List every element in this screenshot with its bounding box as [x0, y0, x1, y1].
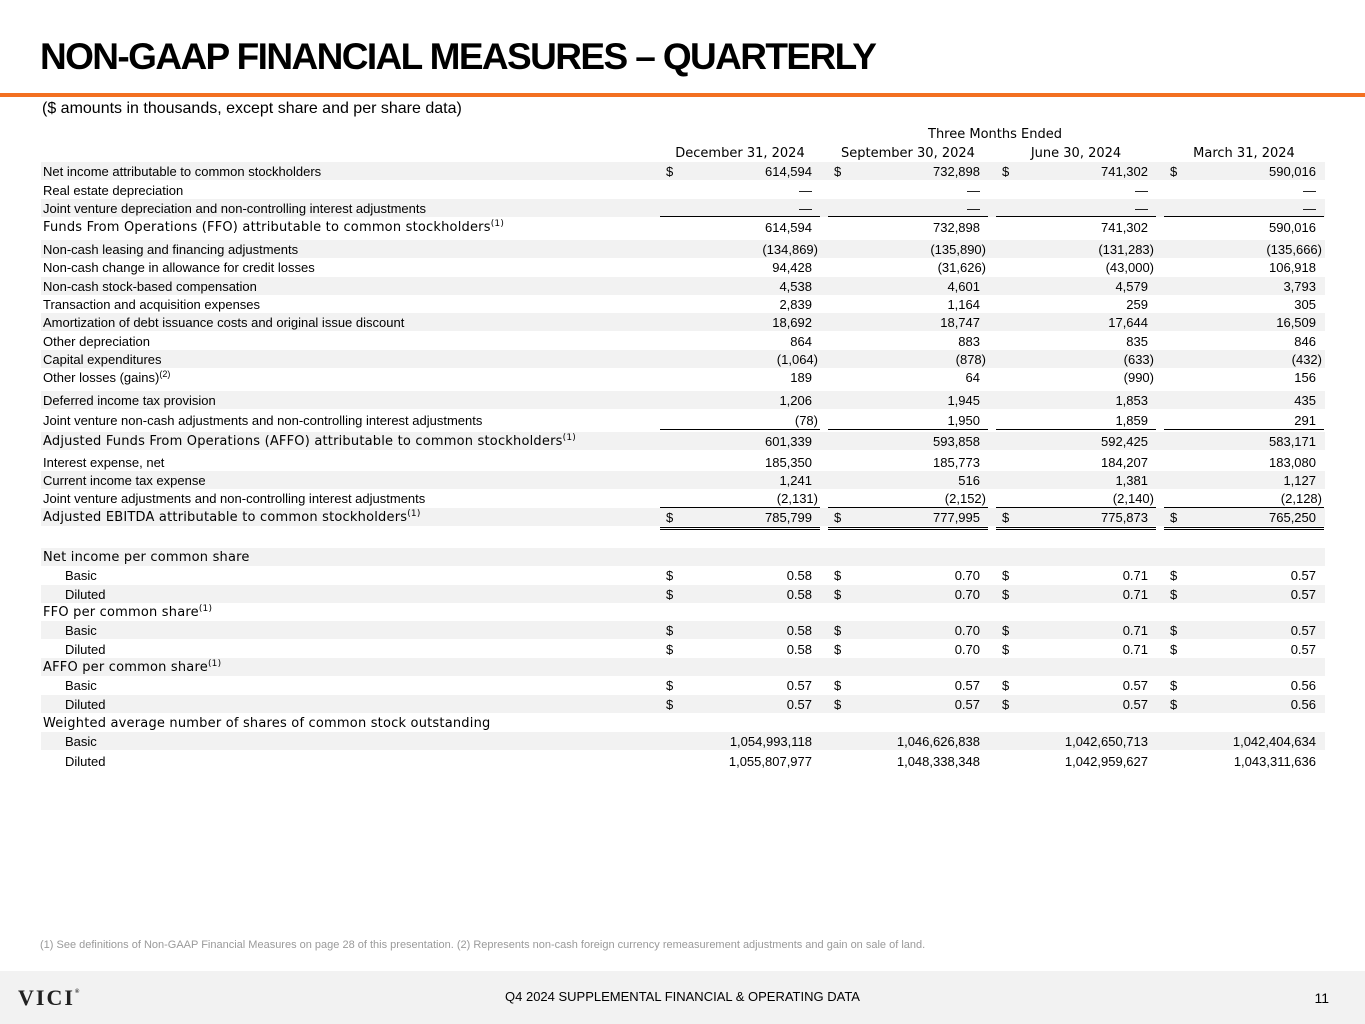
row-label: Joint venture adjustments and non-controlling interest adjustments [43, 491, 426, 506]
table-row [41, 277, 1325, 295]
cell-value: 614,594 [765, 164, 812, 179]
total-rule [828, 529, 988, 530]
cell-value: (2,140) [1112, 491, 1154, 506]
row-label: Adjusted Funds From Operations (AFFO) attributable to common stockholders$^{(1)}$ [43, 433, 576, 449]
row-label: Capital expenditures [43, 352, 162, 367]
dollar-sign: $ [1170, 510, 1178, 525]
cell-value: 732,898 [933, 220, 980, 235]
total-rule [828, 507, 988, 508]
row-label: Basic [65, 568, 97, 583]
dollar-sign: $ [834, 164, 842, 179]
row-label: Diluted [65, 642, 106, 657]
row-label: Basic [65, 734, 97, 749]
cell-value: 1,853 [1115, 393, 1148, 408]
cell-value: 1,042,404,634 [1232, 734, 1316, 749]
table-row [41, 695, 1325, 713]
footer-title: Q4 2024 SUPPLEMENTAL FINANCIAL & OPERATING DATA [505, 989, 860, 1004]
cell-value: 0.58 [786, 587, 812, 602]
total-rule [1164, 507, 1324, 508]
row-label: Weighted average number of shares of common stock outstanding [43, 716, 491, 731]
dollar-sign: $ [834, 697, 842, 712]
cell-value: 291 [1294, 413, 1316, 428]
row-label: Net income attributable to common stockholders [43, 164, 322, 179]
row-label: Basic [65, 678, 97, 693]
cell-value: (135,666) [1266, 242, 1322, 257]
cell-value: 94,428 [772, 260, 812, 275]
cell-value: 18,747 [940, 315, 980, 330]
row-label: Non-cash leasing and financing adjustments [43, 242, 299, 257]
title-rule [0, 93, 1365, 97]
cell-value: — [1303, 183, 1316, 198]
dollar-sign: $ [666, 587, 674, 602]
table-row [41, 240, 1325, 258]
cell-value: 1,055,807,977 [728, 754, 812, 769]
cell-value: 1,054,993,118 [729, 734, 812, 749]
cell-value: 4,601 [947, 279, 980, 294]
page-title: NON-GAAP FINANCIAL MEASURES – QUARTERLY [40, 36, 876, 77]
dollar-sign: $ [1002, 697, 1010, 712]
cell-value: 183,080 [1269, 455, 1316, 470]
row-label: Other depreciation [43, 334, 150, 349]
cell-value: 0.70 [954, 587, 980, 602]
cell-value: (31,626) [937, 260, 986, 275]
cell-value: 0.71 [1122, 587, 1148, 602]
table-row [41, 162, 1325, 180]
row-label: Non-cash change in allowance for credit losses [43, 260, 315, 275]
table-row [41, 658, 1325, 676]
cell-value: (43,000) [1105, 260, 1154, 275]
cell-value: — [967, 201, 980, 216]
row-label: Current income tax expense [43, 473, 206, 488]
dollar-sign: $ [666, 642, 674, 657]
table-row [41, 411, 1325, 429]
cell-value: 4,538 [779, 279, 812, 294]
table-row [41, 295, 1325, 313]
cell-value: — [799, 183, 812, 198]
cell-value: 1,950 [947, 413, 980, 428]
cell-value: 835 [1126, 334, 1148, 349]
cell-value: 189 [790, 370, 812, 385]
cell-value: 1,042,959,627 [1064, 754, 1148, 769]
table-row [41, 391, 1325, 409]
cell-value: 0.57 [1290, 568, 1316, 583]
cell-value: 16,509 [1276, 315, 1316, 330]
table-row [41, 566, 1325, 584]
table-row [41, 332, 1325, 350]
cell-value: — [1135, 201, 1148, 216]
table-row [41, 181, 1325, 199]
dollar-sign: $ [666, 697, 674, 712]
total-rule [660, 527, 820, 528]
cell-value: 185,773 [933, 455, 980, 470]
row-label: Basic [65, 623, 97, 638]
cell-value: (432) [1291, 352, 1322, 367]
dollar-sign: $ [834, 510, 842, 525]
cell-value: (131,283) [1098, 242, 1154, 257]
cell-value: 106,918 [1269, 260, 1316, 275]
footnote-ref: (1) [490, 219, 505, 229]
cell-value: 0.70 [954, 642, 980, 657]
table-subtitle: ($ amounts in thousands, except share and per share data) [42, 100, 462, 117]
cell-value: 17,644 [1108, 315, 1148, 330]
cell-value: 0.57 [1290, 642, 1316, 657]
row-label: Funds From Operations (FFO) attributable to common stockholders$^{(1)}$ [43, 219, 505, 235]
dollar-sign: $ [666, 164, 674, 179]
row-label: Transaction and acquisition expenses [43, 297, 261, 312]
row-label: Joint venture depreciation and non-controlling interest adjustments [43, 201, 427, 216]
total-rule [828, 429, 988, 430]
cell-value: 741,302 [1101, 220, 1148, 235]
table-row [41, 199, 1325, 217]
cell-value: (2,128) [1280, 491, 1322, 506]
cell-value: 0.58 [786, 623, 812, 638]
table-row [41, 603, 1325, 621]
row-label: Diluted [65, 697, 106, 712]
cell-value: 1,945 [947, 393, 980, 408]
table-row [41, 732, 1325, 750]
cell-value: 0.57 [786, 697, 812, 712]
cell-value: 305 [1294, 297, 1316, 312]
cell-value: 0.57 [1290, 623, 1316, 638]
table-row [41, 621, 1325, 639]
cell-value: 185,350 [765, 455, 812, 470]
footnote-ref: (1) [407, 509, 421, 519]
cell-value: (2,152) [944, 491, 986, 506]
column-header-2: September 30, 2024 [828, 146, 988, 163]
cell-value: 0.56 [1290, 697, 1316, 712]
cell-value: 775,873 [1101, 510, 1148, 525]
column-header-3: June 30, 2024 [996, 146, 1156, 163]
dollar-sign: $ [666, 678, 674, 693]
cell-value: 1,859 [1115, 413, 1148, 428]
table-row [41, 313, 1325, 331]
cell-value: 18,692 [772, 315, 812, 330]
dollar-sign: $ [666, 623, 674, 638]
total-rule [996, 527, 1156, 528]
total-rule [660, 507, 820, 508]
table-row [41, 530, 1325, 548]
cell-value: 1,164 [947, 297, 980, 312]
dollar-sign: $ [1170, 642, 1178, 657]
cell-value: 765,250 [1269, 510, 1316, 525]
cell-value: (135,890) [930, 242, 986, 257]
cell-value: 864 [790, 334, 812, 349]
cell-value: 0.56 [1290, 678, 1316, 693]
dollar-sign: $ [1170, 623, 1178, 638]
period-header: Three Months Ended [928, 127, 1062, 142]
dollar-sign: $ [1170, 678, 1178, 693]
row-label: FFO per common share$^{(1)}$ [43, 604, 213, 620]
table-row [41, 218, 1325, 236]
table-row [41, 640, 1325, 658]
dollar-sign: $ [834, 568, 842, 583]
cell-value: 3,793 [1283, 279, 1316, 294]
cell-value: 785,799 [765, 510, 812, 525]
cell-value: 1,241 [779, 473, 812, 488]
total-rule [660, 529, 820, 530]
total-rule [1164, 429, 1324, 430]
dollar-sign: $ [834, 623, 842, 638]
cell-value: 0.57 [1290, 587, 1316, 602]
row-label: Deferred income tax provision [43, 393, 216, 408]
cell-value: 0.58 [786, 642, 812, 657]
cell-value: — [1135, 183, 1148, 198]
column-header-1: December 31, 2024 [660, 146, 820, 163]
dollar-sign: $ [1002, 678, 1010, 693]
table-row [41, 676, 1325, 694]
column-header-4: March 31, 2024 [1164, 146, 1324, 163]
cell-value: 2,839 [779, 297, 812, 312]
cell-value: — [967, 183, 980, 198]
dollar-sign: $ [1002, 642, 1010, 657]
total-rule [1164, 216, 1324, 217]
cell-value: 732,898 [933, 164, 980, 179]
row-label: AFFO per common share$^{(1)}$ [43, 659, 222, 675]
cell-value: 590,016 [1269, 164, 1316, 179]
table-row [41, 508, 1325, 526]
table-row [41, 368, 1325, 386]
total-rule [996, 529, 1156, 530]
table-row [41, 585, 1325, 603]
table-row [41, 471, 1325, 489]
cell-value: 583,171 [1269, 434, 1316, 449]
dollar-sign: $ [1002, 164, 1010, 179]
row-label: Real estate depreciation [43, 183, 184, 198]
row-label: Diluted [65, 754, 106, 769]
cell-value: 0.58 [786, 568, 812, 583]
cell-value: 0.57 [1122, 678, 1148, 693]
cell-value: 0.70 [954, 568, 980, 583]
total-rule [1164, 527, 1324, 528]
cell-value: 184,207 [1101, 455, 1148, 470]
row-label: Adjusted EBITDA attributable to common stockholders$^{(1)}$ [43, 509, 421, 525]
table-row [41, 752, 1325, 770]
dollar-sign: $ [834, 678, 842, 693]
cell-value: 1,048,338,348 [896, 754, 980, 769]
table-row [41, 548, 1325, 566]
dollar-sign: $ [1170, 164, 1178, 179]
dollar-sign: $ [1002, 587, 1010, 602]
cell-value: 1,042,650,713 [1064, 734, 1148, 749]
dollar-sign: $ [1002, 623, 1010, 638]
total-rule [828, 527, 988, 528]
cell-value: 590,016 [1269, 220, 1316, 235]
cell-value: — [799, 201, 812, 216]
cell-value: 259 [1126, 297, 1148, 312]
cell-value: (1,064) [776, 352, 818, 367]
cell-value: 0.57 [786, 678, 812, 693]
cell-value: (2,131) [776, 491, 818, 506]
cell-value: 0.57 [954, 697, 980, 712]
cell-value: (134,869) [762, 242, 818, 257]
footnote-ref: (1) [207, 659, 222, 669]
cell-value: 0.57 [1122, 697, 1148, 712]
footnote-ref: (1) [562, 433, 576, 443]
cell-value: 0.71 [1122, 623, 1148, 638]
footnote: (1) See definitions of Non-GAAP Financial Measures on page 28 of this presentation. (2) Represents non-cash foreign currency remeasurement adjustments and gain on sale of land. [40, 939, 926, 951]
total-rule [996, 216, 1156, 217]
total-rule [660, 429, 820, 430]
dollar-sign: $ [1170, 587, 1178, 602]
row-label: Interest expense, net [43, 455, 165, 470]
dollar-sign: $ [834, 642, 842, 657]
total-rule [996, 507, 1156, 508]
row-label: Joint venture non-cash adjustments and non-controlling interest adjustments [43, 413, 483, 428]
row-label: Amortization of debt issuance costs and original issue discount [43, 315, 405, 330]
dollar-sign: $ [666, 568, 674, 583]
dollar-sign: $ [1170, 697, 1178, 712]
cell-value: 156 [1294, 370, 1316, 385]
cell-value: 1,127 [1283, 473, 1316, 488]
cell-value: 0.57 [954, 678, 980, 693]
table-row [41, 350, 1325, 368]
cell-value: 592,425 [1101, 434, 1148, 449]
row-label: Other losses (gains)$^{(2)}$ [43, 369, 171, 385]
row-label: Non-cash stock-based compensation [43, 279, 257, 294]
cell-value: (78) [794, 413, 818, 428]
cell-value: 435 [1294, 393, 1316, 408]
cell-value: 64 [965, 370, 980, 385]
table-row [41, 453, 1325, 471]
dollar-sign: $ [1170, 568, 1178, 583]
footnote-ref: (2) [159, 369, 171, 379]
table-row [41, 714, 1325, 732]
cell-value: 614,594 [765, 220, 812, 235]
total-rule [1164, 529, 1324, 530]
page-number: 11 [1314, 990, 1329, 1006]
cell-value: 1,043,311,636 [1233, 754, 1316, 769]
cell-value: 4,579 [1115, 279, 1148, 294]
cell-value: — [1303, 201, 1316, 216]
dollar-sign: $ [1002, 568, 1010, 583]
cell-value: 741,302 [1101, 164, 1148, 179]
total-rule [660, 216, 820, 217]
cell-value: 777,995 [933, 510, 980, 525]
dollar-sign: $ [834, 587, 842, 602]
table-row [41, 432, 1325, 450]
cell-value: 1,206 [779, 393, 812, 408]
footnote-ref: (1) [198, 604, 213, 614]
cell-value: (990) [1123, 370, 1154, 385]
dollar-sign: $ [1002, 510, 1010, 525]
row-label: Net income per common share [43, 550, 250, 565]
cell-value: 846 [1294, 334, 1316, 349]
table-row [41, 489, 1325, 507]
cell-value: 593,858 [933, 434, 980, 449]
cell-value: 516 [958, 473, 980, 488]
cell-value: 0.71 [1122, 642, 1148, 657]
cell-value: 0.70 [954, 623, 980, 638]
table-row [41, 258, 1325, 276]
dollar-sign: $ [666, 510, 674, 525]
total-rule [996, 429, 1156, 430]
cell-value: 883 [958, 334, 980, 349]
cell-value: 0.71 [1122, 568, 1148, 583]
row-label: Diluted [65, 587, 106, 602]
cell-value: 601,339 [765, 434, 812, 449]
cell-value: 1,046,626,838 [896, 734, 980, 749]
cell-value: 1,381 [1115, 473, 1148, 488]
cell-value: (878) [955, 352, 986, 367]
cell-value: (633) [1123, 352, 1154, 367]
vici-logo: VICI® [18, 985, 80, 1010]
total-rule [828, 216, 988, 217]
